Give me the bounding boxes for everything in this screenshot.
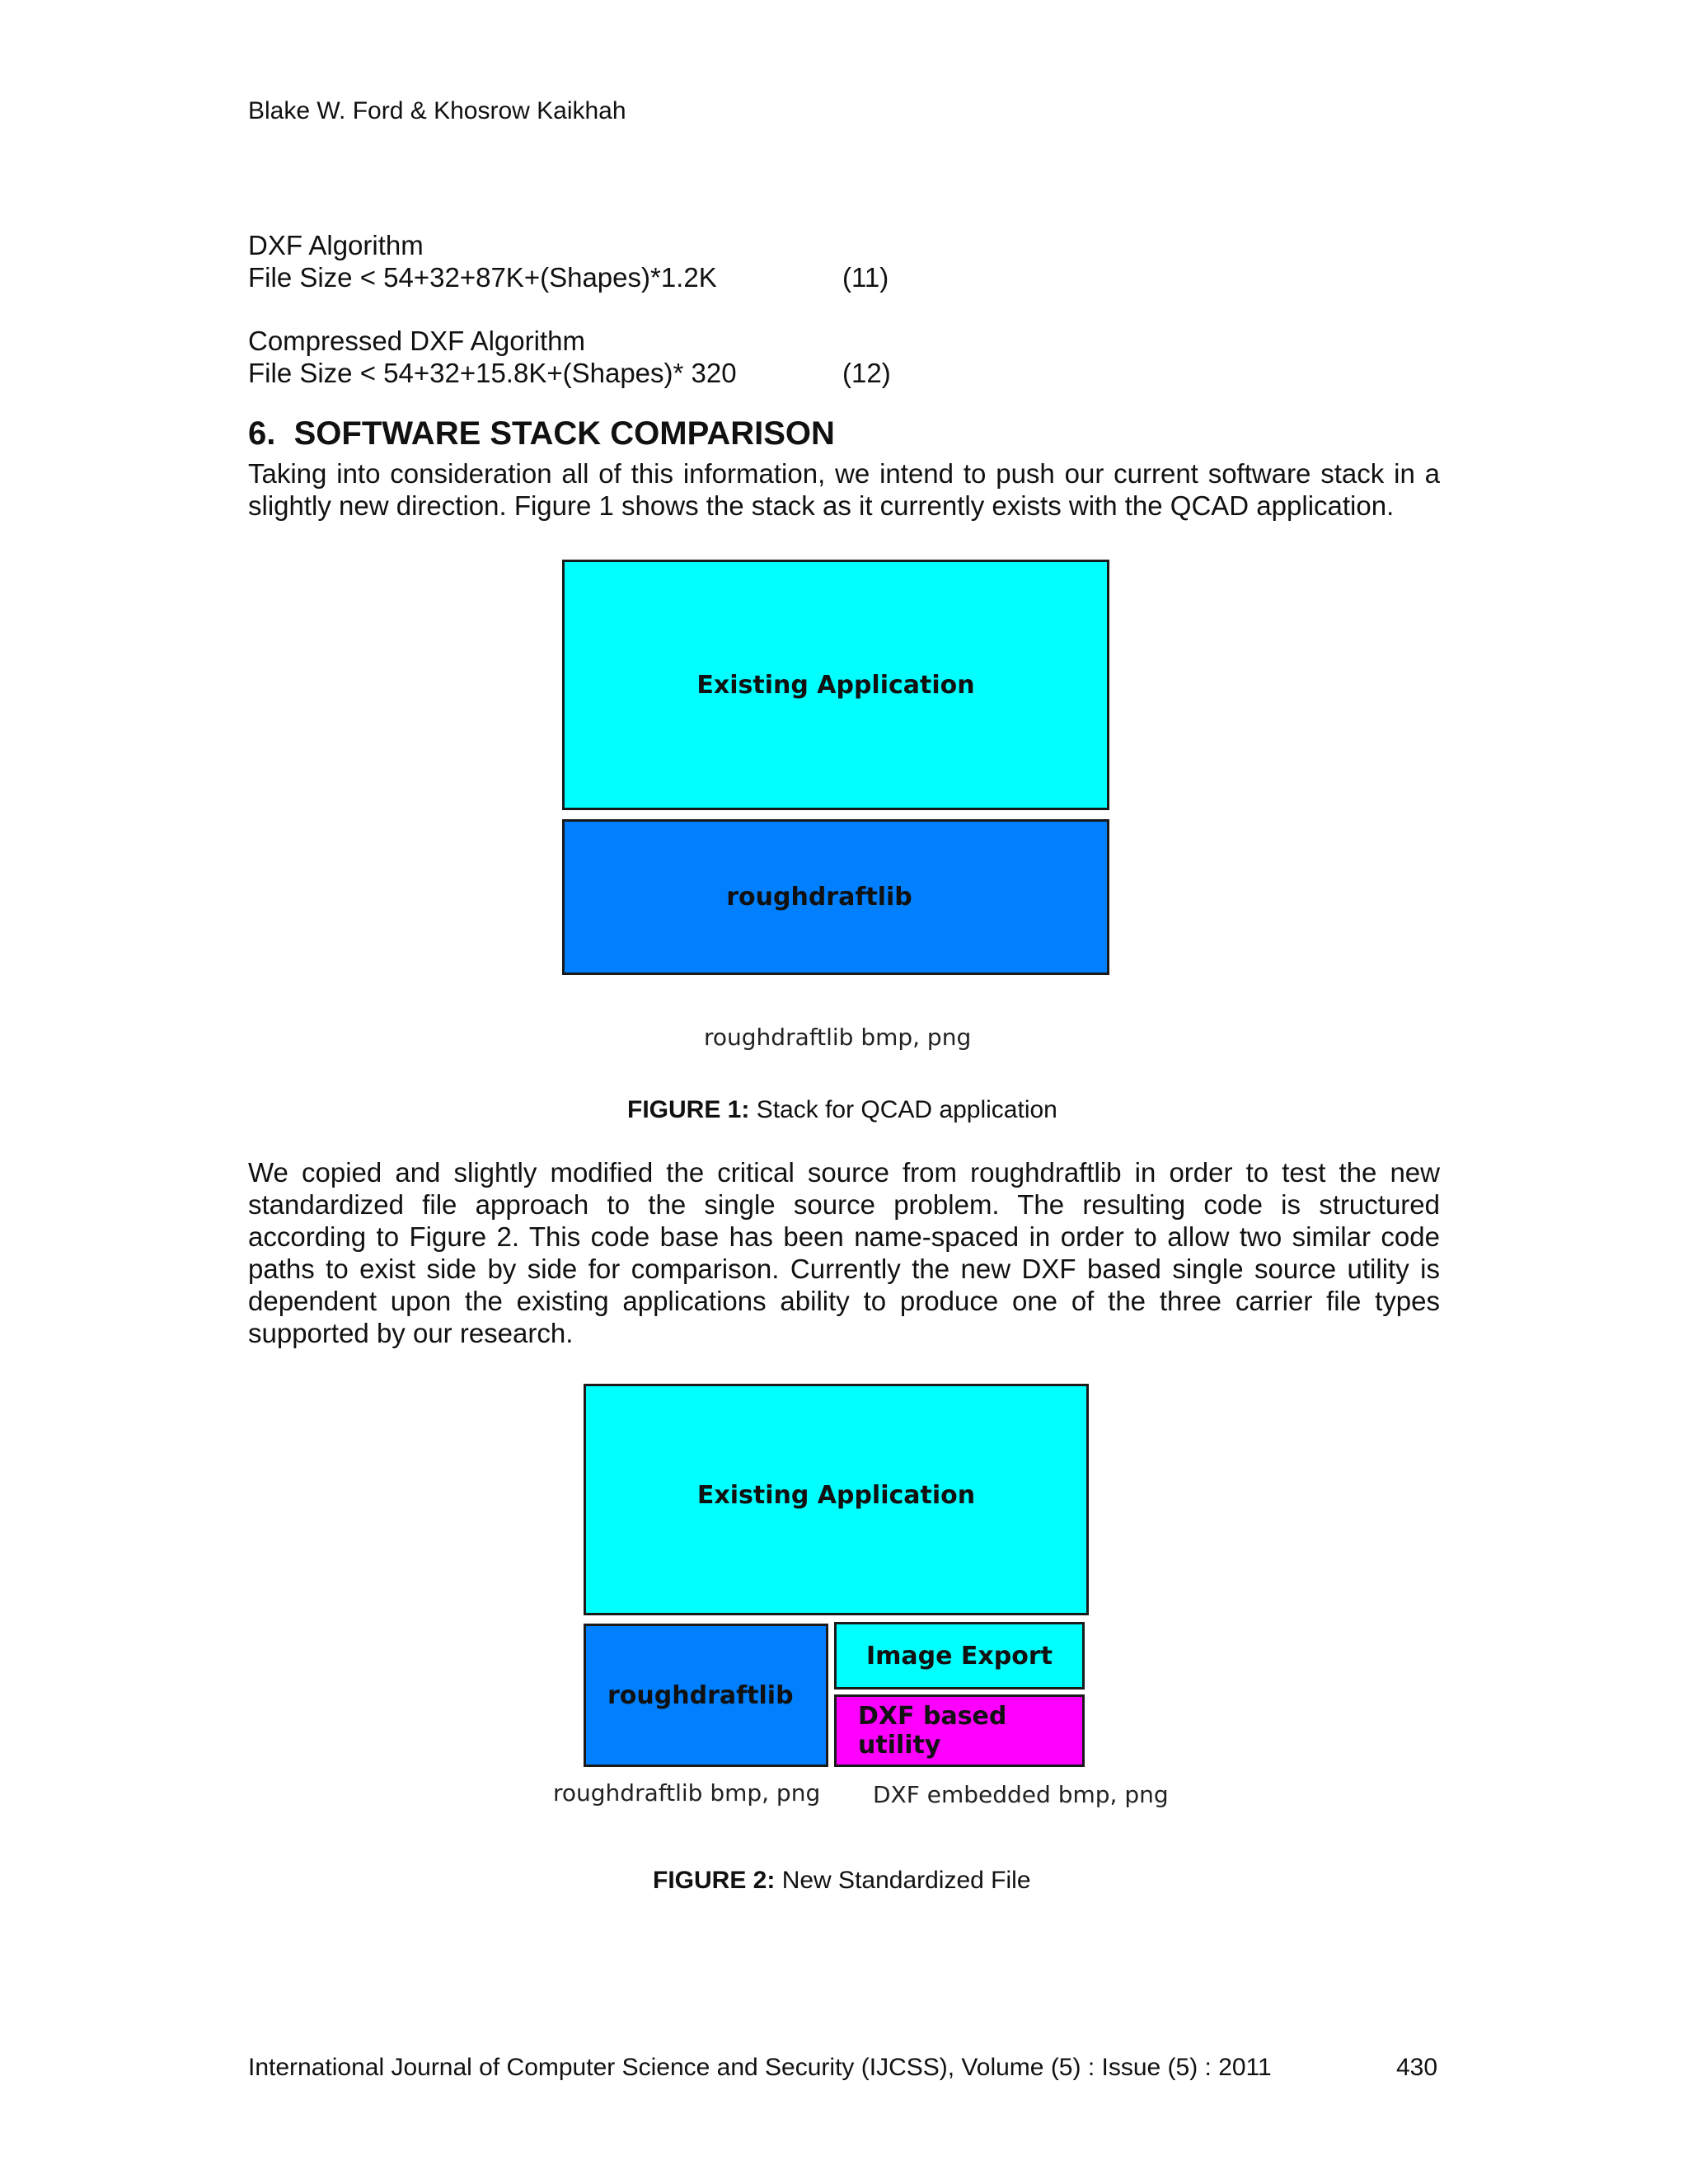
journal-footer: International Journal of Computer Science and Security (IJCSS), Volume (5) : Issue (5) : 2011 [248,2054,1272,2081]
figure2-dxf-utility-box [834,1694,1085,1767]
figure1-roughdraftlib-box [562,819,1109,975]
figure2-image-export-box [834,1622,1085,1690]
figure2-roughdraftlib-label: roughdraftlib [607,1680,794,1710]
equation-11-number: (11) [842,262,889,293]
section-title: SOFTWARE STACK COMPARISON [293,415,835,452]
paragraph-line: standardized file approach to the single source problem. The resulting code is structured [248,1189,1440,1220]
figure1-output-label: roughdraftlib bmp, png [704,1024,972,1051]
equation-12-title: Compressed DXF Algorithm [248,326,585,356]
section-heading [248,415,835,452]
figure2-dxf-utility-label: DXF based utility [858,1702,1007,1760]
paragraph-intro [248,457,1440,522]
figure1-caption-text: Stack for QCAD application [756,1096,1057,1123]
figure2-caption-text: New Standardized File [781,1867,1031,1894]
figure2-right-output-label: DXF embedded bmp, png [873,1781,1169,1808]
figure1-existing-application-box [562,560,1109,810]
running-header: Blake W. Ford & Khosrow Kaikhah [248,97,626,124]
figure2-existing-application-box [584,1384,1089,1615]
figure2-roughdraftlib-box [584,1624,828,1767]
paragraph-line: paths to exist side by side for comparison. Currently the new DXF based single source utility is [248,1254,1440,1284]
figure2-caption [653,1867,1031,1895]
equation-12-number: (12) [842,358,891,388]
figure2-left-output-label: roughdraftlib bmp, png [553,1779,821,1807]
paragraph-line: according to Figure 2. This code base has been name-spaced in order to allow two similar code [248,1221,1440,1252]
paragraph-line: Taking into consideration all of this information, we intend to push our current software stack in a [248,458,1440,489]
figure1-caption [627,1096,1057,1124]
paragraph-line: supported by our research. [248,1318,574,1348]
figure2-image-export-label: Image Export [866,1641,1053,1671]
figure2-caption-label: FIGURE 2: [653,1867,776,1894]
equation-11-formula: File Size < 54+32+87K+(Shapes)*1.2K [248,262,717,293]
equation-12-formula: File Size < 54+32+15.8K+(Shapes)* 320 [248,358,737,388]
paragraph-body [248,1156,1440,1349]
page-number: 430 [1396,2054,1438,2081]
paragraph-line: dependent upon the existing applications ability to produce one of the three carrier file types [248,1286,1440,1316]
section-number: 6. [248,415,276,452]
figure2-existing-application-label: Existing Application [696,1481,976,1510]
equation-11-title: DXF Algorithm [248,230,424,260]
figure1-roughdraftlib-label: roughdraftlib [726,883,912,912]
figure1-existing-application-label: Existing Application [696,670,975,700]
paragraph-line: We copied and slightly modified the critical source from roughdraftlib in order to test the new [248,1157,1440,1188]
figure1-caption-label: FIGURE 1: [627,1096,750,1123]
paragraph-line: slightly new direction. Figure 1 shows the stack as it currently exists with the QCAD application. [248,490,1395,521]
